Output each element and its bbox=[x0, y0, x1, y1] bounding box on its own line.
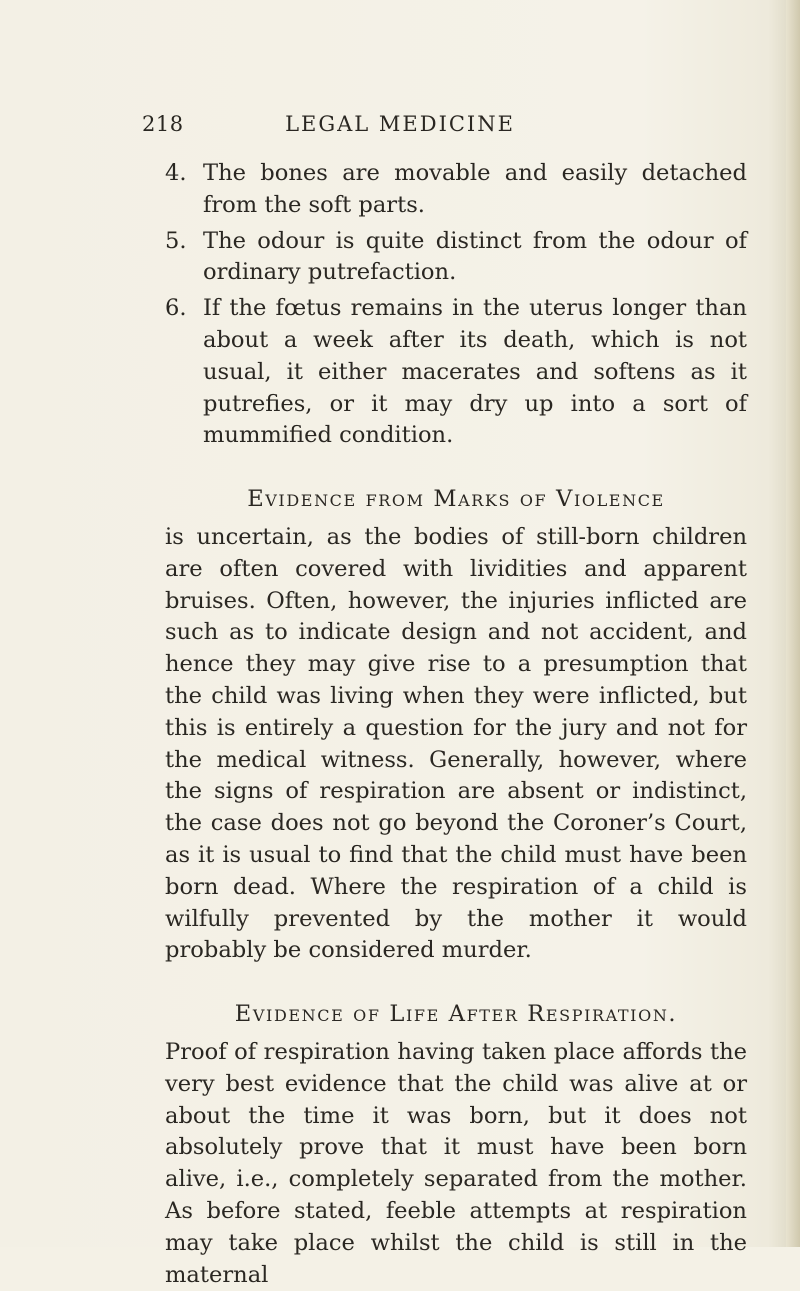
section-heading-life-after-respiration: Evidence of Life After Respiration. bbox=[234, 1001, 678, 1028]
list-item bbox=[165, 226, 747, 290]
list-item-text: The bones are movable and easily detached from the soft parts. bbox=[203, 160, 747, 218]
numbered-list bbox=[165, 158, 747, 452]
page-number: 218 bbox=[142, 112, 184, 136]
section-heading-violence: Evidence from Marks of Violence bbox=[247, 486, 665, 513]
list-item-number: 6. bbox=[165, 295, 187, 322]
list-item bbox=[165, 293, 747, 452]
page-body bbox=[165, 158, 747, 1291]
page-header bbox=[0, 112, 800, 142]
section-body-life-after-respiration: Proof of respiration having taken place affords the very best evidence that the child was alive at or about the time it was born, but it does not absolutely prove that it must have been born alive, i.e., completely separated from the mother. As before stated, feeble attempts at respiration may take place whilst the child is still in the maternal bbox=[165, 1038, 747, 1288]
list-item-number: 4. bbox=[165, 160, 187, 186]
list-item-text: The odour is quite distinct from the odour of ordinary putrefaction. bbox=[203, 227, 747, 286]
list-item-number: 5. bbox=[165, 227, 187, 254]
section-body-violence: is uncertain, as the bodies of still-born children are often covered with lividities and apparent bruises. Often, however, the injuries inflicted are such as to indicate design and not accident, and hence they may give rise to a presumption that the child was living when they were inflicted, but this is entirely a question for the jury and not for the medical witness. Generally, however, where the signs of respiration are absent or indistinct, the case does not go beyond the Coroner’s Court, as it is usual to find that the child must have been born dead. Where the respiration of a child is wilfully prevented by the mother it would probably be considered murder. bbox=[165, 523, 747, 964]
running-title: LEGAL MEDICINE bbox=[285, 112, 515, 136]
list-item-text: If the fœtus remains in the uterus longer than about a week after its death, which is not usual, it either macerates and softens as it putrefies, or it may dry up into a sort of mummified condition. bbox=[203, 295, 747, 449]
list-item bbox=[165, 158, 747, 222]
page-edge bbox=[786, 0, 800, 1247]
